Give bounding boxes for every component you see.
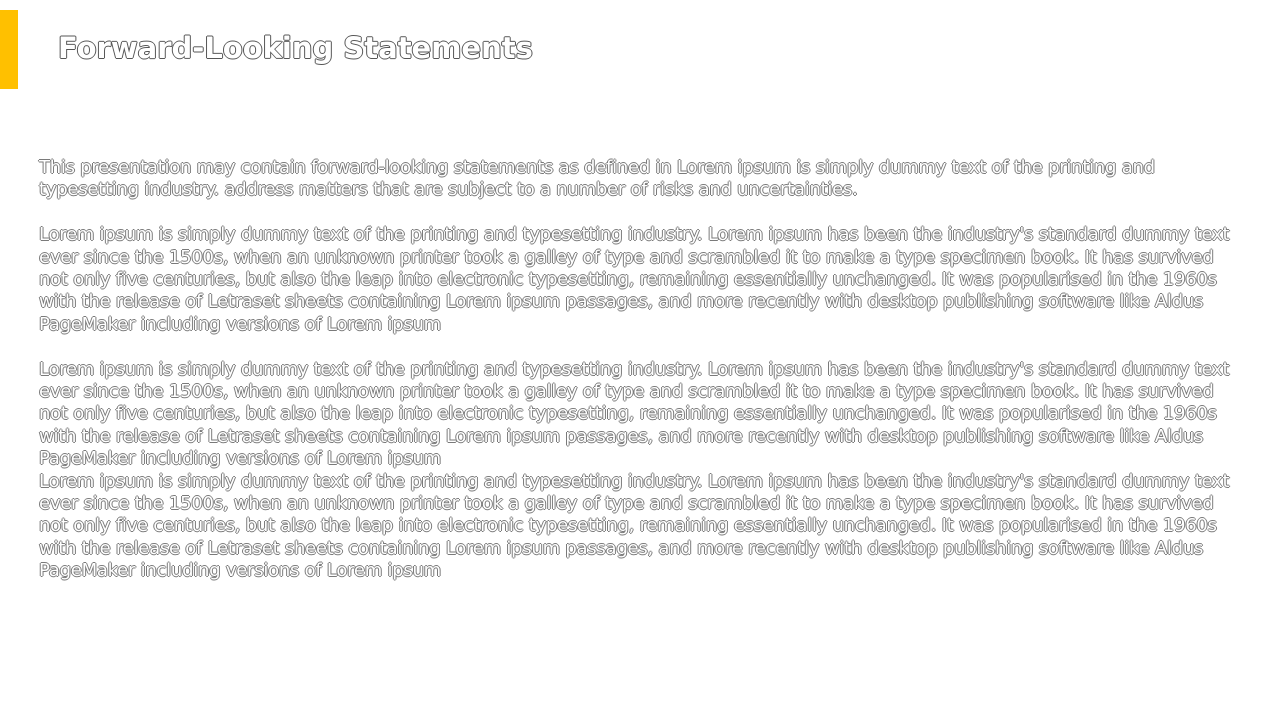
title-accent-bar [0, 10, 18, 89]
body-paragraph: Lorem ipsum is simply dummy text of the printing and typesetting industry. Lorem ipsum has been the industry's standard dummy text ever since the 1500s, when an unknown printer took a galley of type and scrambled it to make a type specimen book. It has survived not only five centuries, but also the leap into electronic typesetting, remaining essentially unchanged. It was popularised in the 1960s with the release of Letraset sheets containing Lorem ipsum passages, and more recently with desktop publishing software like Aldus PageMaker including versions of Lorem ipsum [39, 358, 1230, 470]
slide-body [39, 157, 1247, 583]
body-paragraph: Lorem ipsum is simply dummy text of the printing and typesetting industry. Lorem ipsum has been the industry's standard dummy text ever since the 1500s, when an unknown printer took a galley of type and scrambled it to make a type specimen book. It has survived not only five centuries, but also the leap into electronic typesetting, remaining essentially unchanged. It was popularised in the 1960s with the release of Letraset sheets containing Lorem ipsum passages, and more recently with desktop publishing software like Aldus PageMaker including versions of Lorem ipsum [39, 224, 1230, 335]
slide-title: Forward-Looking Statements [58, 31, 533, 65]
intro-paragraph: This presentation may contain forward-looking statements as defined in Lorem ipsum is simply dummy text of the printing and typesetting industry. address matters that are subject to a number of risks and uncertainties. [39, 157, 1155, 201]
body-paragraph: Lorem ipsum is simply dummy text of the printing and typesetting industry. Lorem ipsum has been the industry's standard dummy text ever since the 1500s, when an unknown printer took a galley of type and scrambled it to make a type specimen book. It has survived not only five centuries, but also the leap into electronic typesetting, remaining essentially unchanged. It was popularised in the 1960s with the release of Letraset sheets containing Lorem ipsum passages, and more recently with desktop publishing software like Aldus PageMaker including versions of Lorem ipsum [39, 470, 1230, 582]
